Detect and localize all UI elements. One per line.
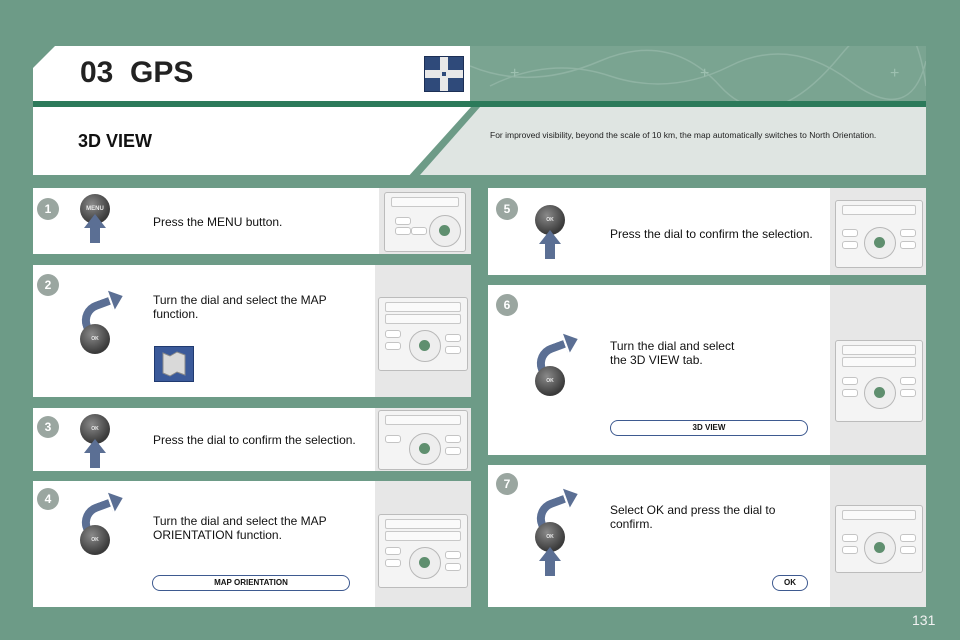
step-text: Press the dial to confirm the selection. — [153, 433, 356, 447]
step-text: Select OK and press the dial to confirm. — [610, 503, 776, 531]
step-number-badge: 2 — [37, 274, 59, 296]
step-text: Press the dial to confirm the selection. — [610, 227, 813, 241]
gps-crossroad-icon — [424, 56, 464, 92]
press-arrow-head-icon — [84, 439, 106, 453]
map-function-icon — [154, 346, 194, 382]
step-number-badge: 1 — [37, 198, 59, 220]
radio-unit-icon — [835, 200, 923, 268]
dial-ok-icon: OK — [80, 525, 110, 555]
radio-unit-icon — [384, 192, 466, 252]
topo-lines — [470, 46, 926, 101]
step-number-badge: 5 — [496, 198, 518, 220]
dial-ok-icon: OK — [535, 205, 565, 235]
radio-unit-icon — [835, 340, 923, 422]
step-text: Turn the dial and select the MAP function. — [153, 293, 327, 321]
svg-text:+: + — [700, 65, 710, 82]
chapter-title: GPS — [130, 56, 194, 89]
dial-ok-icon: OK — [80, 414, 110, 444]
step-number-badge: 4 — [37, 488, 59, 510]
header-map-graphic — [470, 46, 926, 101]
press-arrow-icon — [545, 560, 555, 576]
step-text: Turn the dial and select the 3D VIEW tab. — [610, 339, 735, 367]
menu-button-icon: MENU — [80, 194, 110, 224]
radio-unit-icon — [378, 297, 468, 371]
orientation-note: For improved visibility, beyond the scale of 10 km, the map automatically switches to North Orientation. — [490, 130, 877, 140]
step-number-badge: 3 — [37, 416, 59, 438]
step-text: Turn the dial and select the MAP ORIENTATION function. — [153, 514, 327, 542]
page-number: 131 — [912, 612, 936, 628]
press-arrow-head-icon — [539, 547, 561, 561]
svg-text:+: + — [890, 65, 900, 82]
step-number-badge: 6 — [496, 294, 518, 316]
press-arrow-icon — [545, 243, 555, 259]
press-arrow-icon — [90, 227, 100, 243]
press-arrow-icon — [90, 452, 100, 468]
press-arrow-head-icon — [84, 214, 106, 228]
radio-unit-icon — [378, 410, 468, 470]
radio-unit-icon — [835, 505, 923, 573]
dial-ok-icon: OK — [535, 522, 565, 552]
section-title: 3D VIEW — [78, 131, 153, 151]
3d-view-tab-option: 3D VIEW — [610, 420, 808, 436]
header-divider — [33, 101, 926, 107]
press-arrow-head-icon — [539, 230, 561, 244]
radio-unit-icon — [378, 514, 468, 588]
step-number-badge: 7 — [496, 473, 518, 495]
dial-ok-icon: OK — [80, 324, 110, 354]
chapter-number: 03 — [80, 56, 114, 89]
ok-option: OK — [772, 575, 808, 591]
dial-ok-icon: OK — [535, 366, 565, 396]
svg-text:+: + — [510, 65, 520, 82]
map-orientation-option: MAP ORIENTATION — [152, 575, 350, 591]
step-text: Press the MENU button. — [153, 215, 283, 229]
